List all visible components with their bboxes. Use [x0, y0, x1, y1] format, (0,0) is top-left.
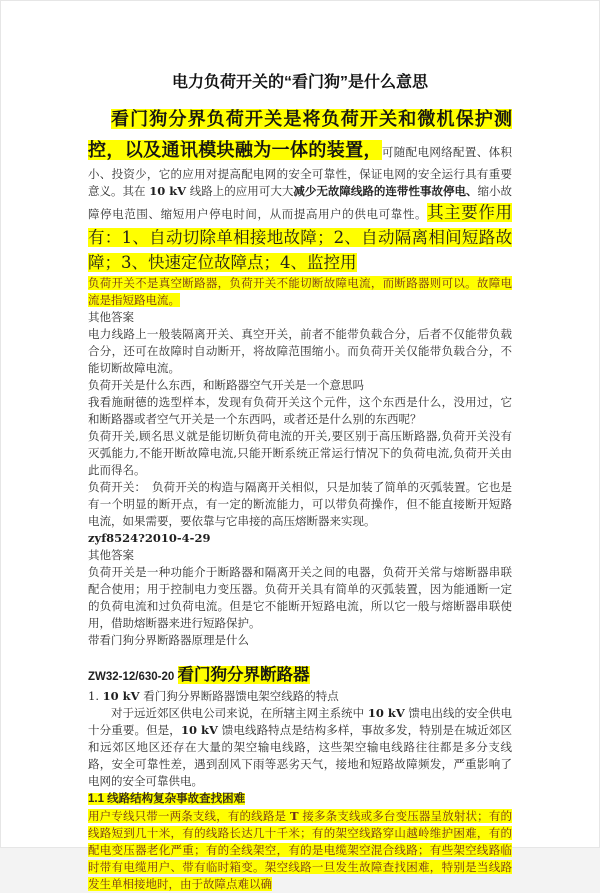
paragraph — [88, 530, 512, 547]
text-segment: 负荷开关,顾名思义就是能切断负荷电流的开关,要区别于高压断路器,负荷开关没有灭弧能力,不能开断故障电流,只能开断系统正常运行情况下的负荷电流,负荷开关由此而得名。 — [88, 429, 512, 477]
paragraph — [88, 377, 512, 394]
text-segment: 对于远近郊区供电公司来说，在所辖主网主系统中 — [111, 706, 368, 720]
text-segment: 馈电出线的安全供电十分重要。但是， — [88, 706, 512, 737]
text-segment: 可随配电网络配置、体积小、投资少，它的应用对提高配电网的安全可靠性，保证电网的安全运行具有重要意义。其在 — [88, 145, 513, 198]
text-segment: 缩小故障停电范围、缩短用户停电时间，从而提高用户的供电可靠性。 — [88, 184, 513, 221]
text-segment: 馈电线路特点是结构多样，事故多发，特别是在城近郊区和远郊区地区还存在大量的架空输电线路，这些架空输电线路往往都是多分支线路，安全可靠性差，遇到刮风下雨等恶劣天气，接地和短路故障频发，严重影响了电网的安全可靠供电。 — [88, 723, 513, 788]
text-segment: 其他答案 — [88, 548, 134, 562]
text-segment: 用户专线只带一两条支线，有的线路是 — [88, 809, 290, 823]
paragraph — [88, 326, 512, 377]
paragraph — [88, 705, 512, 790]
text-segment: 负荷开关是什么东西，和断路器空气开关是一个意思吗 — [88, 378, 364, 392]
text-segment: 看门狗分界断路器 — [177, 666, 310, 684]
text-segment: 其他答案 — [88, 310, 134, 324]
text-segment: 线路上的应用可大大 — [186, 184, 294, 198]
document-title: 电力负荷开关的“看门狗”是什么意思 — [171, 74, 428, 91]
paragraph — [88, 547, 512, 564]
text-segment: 10 kV — [102, 689, 140, 703]
text-segment: 接多条支线或多台变压器呈放射状；有的线路短到几十米，有的线路长达几十千米；有的架空线路穿山越岭维护困难，有的配电变压器老化严重；有的全线架空，有的是电缆架空混合线路；有些架空线路临时带有电缆用户、带有临时箱变。架空线路一旦发生故障查找困难，特别是当线路发生单相接地时，由于故障点难以确 — [88, 809, 512, 891]
paragraph — [88, 808, 512, 893]
paragraph — [88, 104, 512, 275]
text-segment: 1.1 线路结构复杂事故查找困难 — [88, 793, 246, 805]
text-segment: 减少无故障线路的连带性事故停电、 — [293, 184, 478, 198]
text-segment: 10 kV — [149, 184, 187, 198]
paragraph — [88, 790, 512, 808]
text-segment: 10 kV — [367, 706, 405, 720]
text-segment: 其主要作用有：1、自动切除单相接地故障；2、自动隔离相间短路故障；3、快速定位故障点；4、监控用 — [88, 203, 512, 272]
paragraph — [88, 688, 512, 705]
document-body — [88, 104, 512, 893]
text-segment: T — [289, 809, 299, 823]
paragraph — [88, 275, 512, 309]
paragraph — [88, 428, 512, 479]
text-segment: 看门狗分界负荷开关是将负荷开关和微机保护测控，以及通讯模块融为一体的装置， — [88, 109, 512, 160]
text-segment: 负荷开关： 负荷开关的构造与隔离开关相似，只是加装了简单的灭弧装置。它也是有一个明显的断开点，有一定的断流能力，可以带负荷操作，但不能直接断开短路电流，如果需要，要依靠与它串接的高压熔断器来实现。 — [88, 480, 512, 528]
text-segment: 10 kV — [180, 723, 218, 737]
text-segment: ZW32-12/630-20 — [88, 671, 178, 683]
text-segment: 看门狗分界断路器馈电架空线路的特点 — [139, 689, 339, 703]
paragraph — [88, 662, 512, 688]
paragraph — [88, 394, 512, 428]
paragraph-spacer — [88, 649, 512, 662]
text-segment: 负荷开关是一种功能介于断路器和隔离开关之间的电器，负荷开关常与熔断器串联配合使用；用于控制电力变压器。负荷开关具有简单的灭弧装置，因为能通断一定的负荷电流和过负荷电流。但是它不能断开短路电流，所以它一般与熔断器串联使用，借助熔断器来进行短路保护。 — [88, 565, 512, 630]
text-segment: 电力线路上一般装隔离开关、真空开关，前者不能带负载合分，后者不仅能带负载合分，还可在故障时自动断开，将故障范围缩小。而负荷开关仅能带负载合分，不能切断故障电流。 — [88, 327, 512, 375]
text-segment: 我看施耐德的选型样本，发现有负荷开关这个元件，这个东西是什么，没用过，它和断路器或者空气开关是一个东西吗，或者还是什么别的东西呢？ — [88, 395, 512, 426]
paragraph — [88, 479, 512, 530]
paragraph — [88, 564, 512, 632]
text-segment: 1. — [88, 689, 103, 703]
text-segment: 带看门狗分界断路器原理是什么 — [88, 633, 249, 647]
text-segment: zyf8524?2010-4-29 — [88, 531, 211, 545]
paragraph — [88, 309, 512, 326]
paragraph — [88, 632, 512, 649]
text-segment: 负荷开关不是真空断路器，负荷开关不能切断故障电流，而断路器则可以。故障电流是指短路电流。 — [88, 276, 512, 307]
